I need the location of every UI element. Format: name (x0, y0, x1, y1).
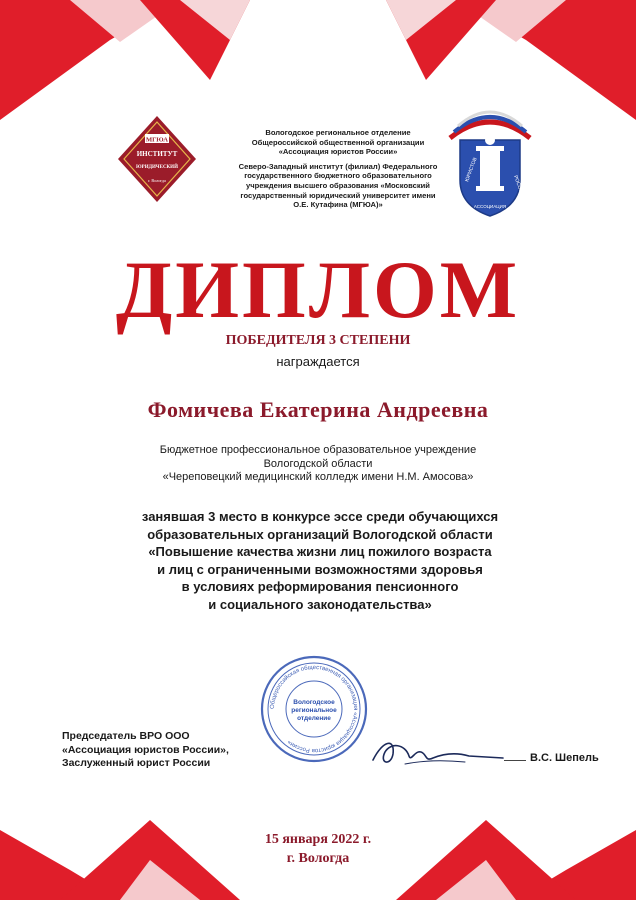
reason-line-2: образовательных организаций Вологодской области (147, 526, 493, 542)
stamp-ring-text: Общероссийская общественная организация «Ассоциация юристов России» (269, 664, 359, 754)
mgua-institute-seal-icon (118, 116, 196, 202)
emblem-text-lawyers: ЮРИСТОВ (464, 156, 479, 183)
chairman-block (62, 730, 229, 771)
stamp-center-line-1: Вологодское (293, 699, 335, 706)
emblem-text-russia: РОССИИ (512, 174, 526, 197)
chair-line-1: Председатель ВРО ООО (62, 730, 190, 742)
org-line-2: Общероссийской общественной организации (251, 137, 425, 147)
issue-date: 15 января 2022 г. (264, 832, 372, 847)
achievement-block (70, 508, 570, 613)
org-line-8: О.Е. Кутафина (МГЮА)» (293, 200, 383, 210)
chair-line-2: «Ассоциация юристов России», (62, 743, 229, 756)
awarded-label: награждается (276, 354, 360, 369)
signer-name: В.С. Шепель (530, 752, 599, 764)
emblem-text-association: АССОЦИАЦИЯ (473, 204, 507, 209)
stamp-center-line-2: региональное (291, 707, 337, 714)
signature-line (504, 760, 526, 761)
reason-line-5: в условиях реформирования пенсионного (181, 579, 459, 594)
logo-left-institute: ИНСТИТУТ (136, 150, 178, 158)
org-line-7: государственный юридический университет имени (240, 190, 436, 200)
logo-left-abbrev: МГЮА (145, 136, 169, 144)
reason-line-1: занявшая 3 место в конкурсе эссе среди обучающихся (141, 509, 499, 524)
institution-line-1: Бюджетное профессиональное образовательное учреждение (159, 444, 477, 456)
org-line-5: государственного бюджетного образовательного (244, 171, 432, 181)
institution-block (100, 444, 536, 485)
reason-line-4: и лиц с ограниченными возможностями здоровья (157, 561, 483, 577)
organizers-block (226, 128, 450, 210)
diploma-title: ДИПЛОМ (115, 244, 521, 335)
org-line-4: Северо-Западный институт (филиал) Федерального (238, 161, 438, 171)
chair-line-3: Заслуженный юрист России (62, 757, 211, 769)
org-line-6: учреждения высшего образования «Московский (246, 180, 430, 190)
org-line-3: «Ассоциация юристов России» (278, 147, 398, 157)
round-seal-stamp-icon (260, 655, 368, 763)
reason-line-6: и социального законодательства» (208, 596, 432, 612)
org-line-1: Вологодское региональное отделение (265, 128, 411, 137)
winner-name: Фомичева Екатерина Андреевна (147, 397, 489, 422)
institution-line-3: «Череповецкий медицинский колледж имени Н.М. Амосова» (162, 471, 474, 483)
logo-left-legal: ЮРИДИЧЕСКИЙ (136, 165, 178, 170)
issue-city: г. Вологда (286, 851, 350, 866)
association-of-lawyers-emblem-icon (438, 110, 542, 218)
logo-left-city: г. Вологда (148, 178, 166, 183)
diploma-degree: ПОБЕДИТЕЛЯ 3 СТЕПЕНИ (225, 333, 411, 348)
institution-line-2: Вологодской области (263, 457, 373, 470)
reason-line-3: «Повышение качества жизни лиц пожилого возраста (148, 544, 492, 559)
issue-date-block (0, 830, 636, 868)
stamp-center-line-3: отделение (297, 715, 331, 722)
handwritten-signature-icon (365, 730, 505, 774)
